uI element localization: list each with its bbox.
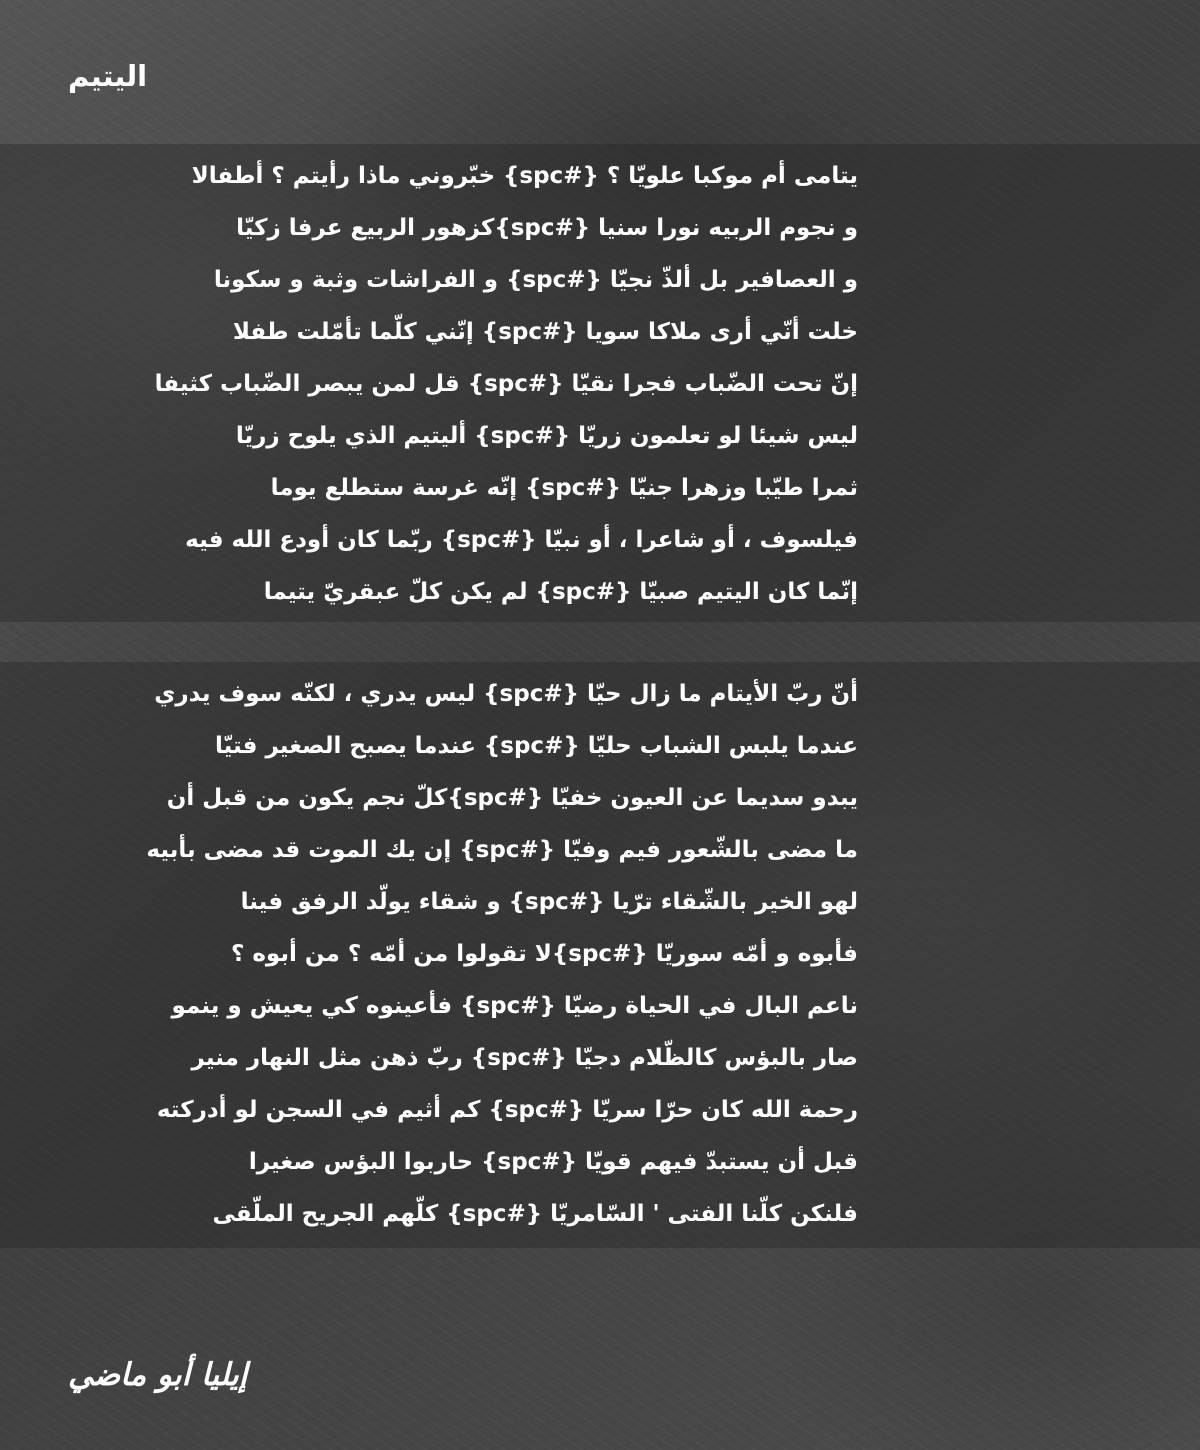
verse-line: رحمة الله كان حرّا سريّا {#spc} كم أثيم في السجن لو أدركته (156, 1097, 858, 1123)
stanza-2 (0, 662, 1200, 1248)
verse-line: و نجوم الربيه نورا سنيا {#spc}كزهور الربيع عرفا زكيّا (236, 215, 858, 241)
verse-line: إنّ تحت الضّباب فجرا نقيّا {#spc} قل لمن يبصر الضّباب كثيفا (154, 371, 858, 397)
verse-line: فيلسوف ، أو شاعرا ، أو نبيّا {#spc} ربّما كان أودع الله فيه (185, 527, 858, 553)
verse-line: و العصافير بل ألذّ نجيّا {#spc} و الفراشات وثبة و سكونا (213, 267, 858, 293)
verse-line: إنّما كان اليتيم صبيّا {#spc} لم يكن كلّ عبقريّ يتيما (263, 579, 858, 605)
poem-title: اليتيم (68, 59, 148, 93)
stanza-2-lines (68, 668, 858, 1240)
verse-line: عندما يلبس الشباب حليّا {#spc} عندما يصبح الصغير فتيّا (215, 733, 858, 759)
verse-line: قبل أن يستبدّ فيهم قويّا {#spc} حاربوا البؤس صغيرا (248, 1149, 858, 1175)
verse-line: أنّ ربّ الأيتام ما زال حيّا {#spc} ليس يدري ، لكنّه سوف يدري (154, 681, 858, 707)
verse-line: صار بالبؤس كالظّلام دجيّا {#spc} ربّ ذهن مثل النهار منير (191, 1045, 858, 1071)
verse-line: ما مضى بالشّعور فيم وفيّا {#spc} إن يك الموت قد مضى بأبيه (146, 837, 858, 863)
verse-line: يبدو سديما عن العيون خفيّا {#spc}كلّ نجم يكون من قبل أن (166, 785, 858, 811)
poem-author: إيليا أبو ماضي (68, 1357, 248, 1393)
verse-line: لهو الخير بالشّقاء ترّيا {#spc} و شقاء يولّد الرفق فينا (240, 889, 858, 915)
verse-line: يتامى أم موكبا علويّا ؟ {#spc} خبّروني ماذا رأيتم ؟ أطفالا (191, 163, 858, 189)
verse-line: خلت أنّي أرى ملاكا سويا {#spc} إنّني كلّما تأمّلت طفلا (232, 319, 858, 345)
verse-line: ناعم البال في الحياة رضيّا {#spc} فأعينوه كي يعيش و ينمو (171, 993, 858, 1019)
verse-line: ثمرا طيّبا وزهرا جنيّا {#spc} إنّه غرسة ستطلع يوما (270, 475, 858, 501)
stanza-1 (0, 144, 1200, 622)
verse-line: فلنكن كلّنا الفتى ' السّامريّا {#spc} كلّهم الجريح الملّقى (212, 1201, 858, 1227)
stanza-1-lines (68, 150, 858, 618)
verse-line: فأبوه و أمّه سوريّا {#spc}لا تقولوا من أمّه ؟ من أبوه ؟ (231, 941, 858, 967)
verse-line: ليس شيئا لو تعلمون زريّا {#spc} أليتيم الذي يلوح زريّا (235, 423, 858, 449)
